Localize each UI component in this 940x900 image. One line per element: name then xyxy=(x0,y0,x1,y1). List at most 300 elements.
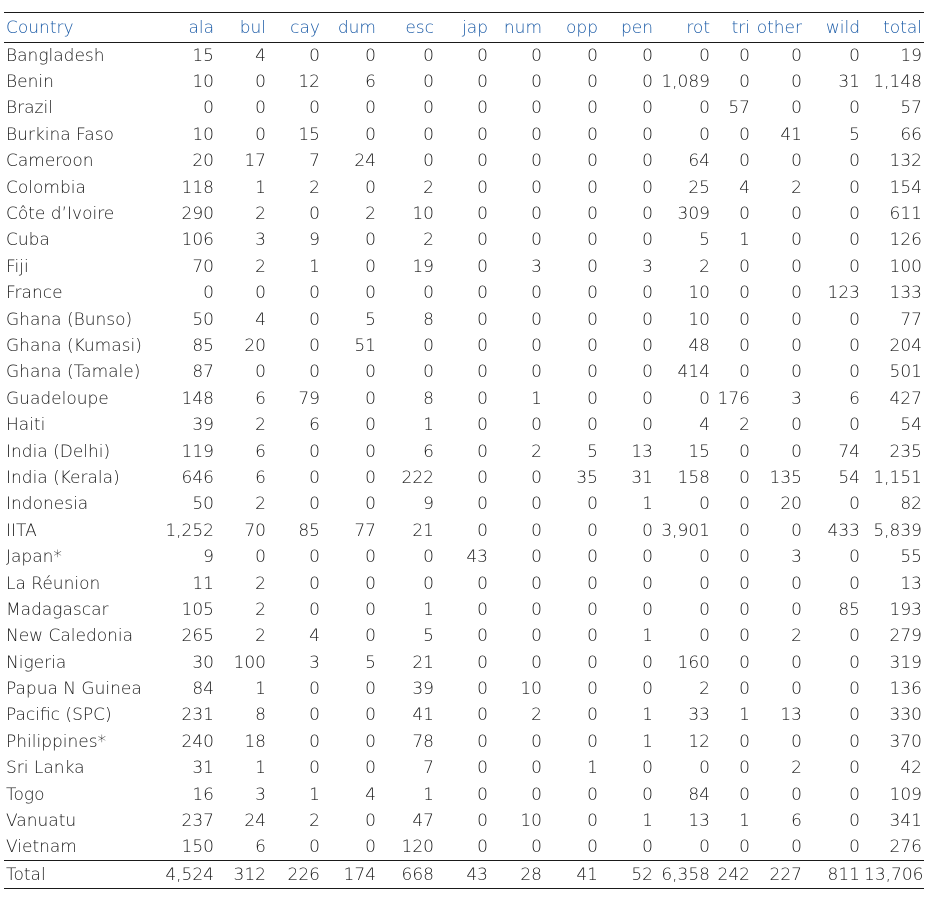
table-row xyxy=(4,280,924,306)
value-cell: 0 xyxy=(791,98,802,119)
value-cell: 319 xyxy=(889,652,922,673)
value-cell: 51 xyxy=(354,335,376,356)
value-cell: 0 xyxy=(309,309,320,330)
value-cell: 0 xyxy=(791,283,802,304)
value-cell: 0 xyxy=(477,811,488,832)
value-cell: 0 xyxy=(365,705,376,726)
value-cell: 0 xyxy=(423,124,434,145)
value-cell: 0 xyxy=(477,362,488,383)
value-cell: 0 xyxy=(849,362,860,383)
value-cell: 0 xyxy=(587,652,598,673)
value-cell: 64 xyxy=(688,151,710,172)
country-cell: Sri Lanka xyxy=(6,758,85,779)
country-cell: Pacific (SPC) xyxy=(6,705,112,726)
value-cell: 0 xyxy=(309,441,320,462)
value-cell: 0 xyxy=(423,72,434,93)
value-cell: 0 xyxy=(849,626,860,647)
value-cell: 0 xyxy=(477,573,488,594)
value-cell: 414 xyxy=(677,362,710,383)
value-cell: 1,089 xyxy=(661,72,710,93)
value-cell: 427 xyxy=(889,388,922,409)
value-cell: 19 xyxy=(900,45,922,66)
value-cell: 160 xyxy=(677,652,710,673)
value-cell: 0 xyxy=(739,309,750,330)
value-cell: 0 xyxy=(791,204,802,225)
value-cell: 0 xyxy=(531,151,542,172)
value-cell: 0 xyxy=(531,731,542,752)
value-cell: 158 xyxy=(677,467,710,488)
value-cell: 1 xyxy=(255,758,266,779)
value-cell: 0 xyxy=(849,151,860,172)
table-footer xyxy=(4,861,924,889)
value-cell: 0 xyxy=(849,811,860,832)
value-cell: 0 xyxy=(642,784,653,805)
value-cell: 136 xyxy=(889,679,922,700)
value-cell: 0 xyxy=(791,45,802,66)
value-cell: 0 xyxy=(642,204,653,225)
value-cell: 77 xyxy=(900,309,922,330)
value-cell: 50 xyxy=(192,494,214,515)
country-cell: Fiji xyxy=(6,256,29,277)
value-cell: 330 xyxy=(889,705,922,726)
value-cell: 0 xyxy=(309,362,320,383)
value-cell: 50 xyxy=(192,309,214,330)
value-cell: 0 xyxy=(587,599,598,620)
value-cell: 10 xyxy=(688,283,710,304)
total-cell: 174 xyxy=(343,864,376,885)
value-cell: 0 xyxy=(849,837,860,858)
value-cell: 10 xyxy=(520,679,542,700)
value-cell: 0 xyxy=(423,151,434,172)
table-header xyxy=(4,13,924,43)
table-body xyxy=(4,43,924,861)
value-cell: 10 xyxy=(520,811,542,832)
value-cell: 6 xyxy=(255,441,266,462)
country-cell: Brazil xyxy=(6,98,53,119)
value-cell: 0 xyxy=(791,441,802,462)
value-cell: 2 xyxy=(739,415,750,436)
value-cell: 13 xyxy=(780,705,802,726)
value-cell: 0 xyxy=(849,731,860,752)
value-cell: 15 xyxy=(688,441,710,462)
value-cell: 0 xyxy=(365,599,376,620)
value-cell: 5,839 xyxy=(873,520,922,541)
value-cell: 0 xyxy=(849,335,860,356)
value-cell: 1 xyxy=(642,626,653,647)
value-cell: 30 xyxy=(192,652,214,673)
country-cell: Benin xyxy=(6,72,54,93)
country-cell: Guadeloupe xyxy=(6,388,109,409)
value-cell: 0 xyxy=(255,547,266,568)
value-cell: 0 xyxy=(739,362,750,383)
value-cell: 54 xyxy=(900,415,922,436)
column-header: jap xyxy=(462,17,488,38)
value-cell: 0 xyxy=(791,731,802,752)
country-cell: Bangladesh xyxy=(6,45,105,66)
value-cell: 0 xyxy=(309,494,320,515)
value-cell: 109 xyxy=(889,784,922,805)
value-cell: 3,901 xyxy=(661,520,710,541)
value-cell: 0 xyxy=(365,494,376,515)
value-cell: 370 xyxy=(889,731,922,752)
value-cell: 0 xyxy=(477,837,488,858)
value-cell: 2 xyxy=(255,626,266,647)
value-cell: 0 xyxy=(587,45,598,66)
value-cell: 0 xyxy=(531,784,542,805)
total-cell: 811 xyxy=(827,864,860,885)
total-cell: 6,358 xyxy=(661,864,710,885)
value-cell: 0 xyxy=(531,599,542,620)
value-cell: 0 xyxy=(477,415,488,436)
value-cell: 1 xyxy=(255,177,266,198)
value-cell: 0 xyxy=(739,784,750,805)
value-cell: 0 xyxy=(587,494,598,515)
value-cell: 0 xyxy=(477,256,488,277)
value-cell: 0 xyxy=(365,547,376,568)
column-header: pen xyxy=(620,17,653,38)
table-row xyxy=(4,254,924,280)
table-row xyxy=(4,518,924,544)
value-cell: 4 xyxy=(699,415,710,436)
table-row xyxy=(4,43,924,69)
value-cell: 119 xyxy=(181,441,214,462)
value-cell: 126 xyxy=(889,230,922,251)
value-cell: 13 xyxy=(631,441,653,462)
value-cell: 0 xyxy=(477,494,488,515)
table-row xyxy=(4,386,924,412)
value-cell: 2 xyxy=(791,758,802,779)
value-cell: 265 xyxy=(181,626,214,647)
value-cell: 0 xyxy=(587,335,598,356)
value-cell: 0 xyxy=(699,573,710,594)
total-cell: 41 xyxy=(576,864,598,885)
value-cell: 8 xyxy=(255,705,266,726)
value-cell: 0 xyxy=(309,573,320,594)
value-cell: 0 xyxy=(587,811,598,832)
total-cell: 43 xyxy=(466,864,488,885)
value-cell: 0 xyxy=(423,573,434,594)
country-cell: Cuba xyxy=(6,230,50,251)
country-cell: Haiti xyxy=(6,415,46,436)
value-cell: 2 xyxy=(423,177,434,198)
value-cell: 2 xyxy=(309,811,320,832)
value-cell: 0 xyxy=(423,335,434,356)
value-cell: 0 xyxy=(531,362,542,383)
value-cell: 5 xyxy=(365,652,376,673)
value-cell: 4 xyxy=(255,309,266,330)
value-cell: 276 xyxy=(889,837,922,858)
value-cell: 120 xyxy=(401,837,434,858)
column-header: cay xyxy=(290,17,320,38)
table-row xyxy=(4,676,924,702)
value-cell: 0 xyxy=(423,45,434,66)
value-cell: 6 xyxy=(255,467,266,488)
table-row xyxy=(4,95,924,121)
value-cell: 150 xyxy=(181,837,214,858)
value-cell: 0 xyxy=(365,124,376,145)
table-row xyxy=(4,69,924,95)
value-cell: 0 xyxy=(309,731,320,752)
value-cell: 0 xyxy=(255,72,266,93)
value-cell: 0 xyxy=(309,679,320,700)
value-cell: 204 xyxy=(889,335,922,356)
data-table xyxy=(4,12,924,889)
value-cell: 0 xyxy=(642,599,653,620)
value-cell: 2 xyxy=(365,204,376,225)
value-cell: 0 xyxy=(587,230,598,251)
value-cell: 5 xyxy=(423,626,434,647)
value-cell: 6 xyxy=(423,441,434,462)
value-cell: 47 xyxy=(412,811,434,832)
value-cell: 19 xyxy=(412,256,434,277)
value-cell: 85 xyxy=(192,335,214,356)
value-cell: 0 xyxy=(849,204,860,225)
value-cell: 13 xyxy=(900,573,922,594)
value-cell: 31 xyxy=(192,758,214,779)
value-cell: 0 xyxy=(739,758,750,779)
value-cell: 12 xyxy=(298,72,320,93)
value-cell: 222 xyxy=(401,467,434,488)
value-cell: 87 xyxy=(192,362,214,383)
value-cell: 240 xyxy=(181,731,214,752)
value-cell: 85 xyxy=(838,599,860,620)
value-cell: 20 xyxy=(780,494,802,515)
value-cell: 0 xyxy=(477,283,488,304)
value-cell: 54 xyxy=(838,467,860,488)
value-cell: 0 xyxy=(699,124,710,145)
value-cell: 0 xyxy=(531,467,542,488)
value-cell: 0 xyxy=(642,72,653,93)
value-cell: 2 xyxy=(255,204,266,225)
value-cell: 10 xyxy=(412,204,434,225)
value-cell: 154 xyxy=(889,177,922,198)
value-cell: 2 xyxy=(255,256,266,277)
value-cell: 0 xyxy=(587,731,598,752)
value-cell: 10 xyxy=(192,72,214,93)
value-cell: 0 xyxy=(642,309,653,330)
value-cell: 0 xyxy=(642,758,653,779)
value-cell: 0 xyxy=(849,98,860,119)
table-row xyxy=(4,755,924,781)
value-cell: 0 xyxy=(477,151,488,172)
value-cell: 0 xyxy=(309,45,320,66)
value-cell: 2 xyxy=(255,494,266,515)
value-cell: 0 xyxy=(365,467,376,488)
value-cell: 39 xyxy=(192,415,214,436)
value-cell: 0 xyxy=(365,811,376,832)
value-cell: 0 xyxy=(365,45,376,66)
value-cell: 0 xyxy=(365,98,376,119)
total-cell: 242 xyxy=(717,864,750,885)
value-cell: 0 xyxy=(309,547,320,568)
value-cell: 0 xyxy=(531,573,542,594)
value-cell: 646 xyxy=(181,467,214,488)
value-cell: 57 xyxy=(900,98,922,119)
country-cell: Papua N Guinea xyxy=(6,679,142,700)
value-cell: 3 xyxy=(791,388,802,409)
value-cell: 0 xyxy=(309,705,320,726)
value-cell: 0 xyxy=(587,309,598,330)
value-cell: 0 xyxy=(587,256,598,277)
value-cell: 0 xyxy=(849,547,860,568)
value-cell: 2 xyxy=(423,230,434,251)
value-cell: 0 xyxy=(477,309,488,330)
value-cell: 0 xyxy=(642,98,653,119)
total-cell: 13,706 xyxy=(864,864,924,885)
value-cell: 0 xyxy=(739,652,750,673)
value-cell: 11 xyxy=(192,573,214,594)
value-cell: 1 xyxy=(739,811,750,832)
value-cell: 0 xyxy=(531,758,542,779)
value-cell: 0 xyxy=(365,177,376,198)
value-cell: 0 xyxy=(739,679,750,700)
value-cell: 0 xyxy=(365,230,376,251)
column-header: tri xyxy=(731,17,750,38)
value-cell: 16 xyxy=(192,784,214,805)
value-cell: 48 xyxy=(688,335,710,356)
column-header: total xyxy=(883,17,922,38)
value-cell: 135 xyxy=(769,467,802,488)
value-cell: 0 xyxy=(365,256,376,277)
value-cell: 0 xyxy=(739,45,750,66)
value-cell: 0 xyxy=(587,705,598,726)
value-cell: 0 xyxy=(739,204,750,225)
value-cell: 0 xyxy=(531,335,542,356)
value-cell: 7 xyxy=(423,758,434,779)
country-cell: Côte d’Ivoire xyxy=(6,204,115,225)
value-cell: 0 xyxy=(365,441,376,462)
value-cell: 41 xyxy=(780,124,802,145)
table-row xyxy=(4,174,924,200)
value-cell: 10 xyxy=(688,309,710,330)
value-cell: 0 xyxy=(531,230,542,251)
value-cell: 70 xyxy=(244,520,266,541)
value-cell: 148 xyxy=(181,388,214,409)
value-cell: 0 xyxy=(365,837,376,858)
value-cell: 0 xyxy=(739,283,750,304)
value-cell: 235 xyxy=(889,441,922,462)
value-cell: 39 xyxy=(412,679,434,700)
column-header: dum xyxy=(337,17,376,38)
value-cell: 84 xyxy=(688,784,710,805)
value-cell: 1,151 xyxy=(873,467,922,488)
country-cell: Togo xyxy=(6,784,45,805)
value-cell: 0 xyxy=(587,72,598,93)
value-cell: 4 xyxy=(309,626,320,647)
value-cell: 1 xyxy=(423,415,434,436)
value-cell: 0 xyxy=(739,467,750,488)
value-cell: 0 xyxy=(642,415,653,436)
value-cell: 0 xyxy=(739,573,750,594)
value-cell: 0 xyxy=(477,45,488,66)
country-cell: Cameroon xyxy=(6,151,94,172)
value-cell: 0 xyxy=(309,758,320,779)
value-cell: 0 xyxy=(531,837,542,858)
value-cell: 12 xyxy=(688,731,710,752)
column-header: opp xyxy=(566,17,598,38)
value-cell: 0 xyxy=(587,837,598,858)
value-cell: 0 xyxy=(699,599,710,620)
value-cell: 0 xyxy=(849,415,860,436)
value-cell: 133 xyxy=(889,283,922,304)
value-cell: 0 xyxy=(477,599,488,620)
total-label: Total xyxy=(6,864,46,885)
table-row xyxy=(4,834,924,860)
value-cell: 0 xyxy=(849,177,860,198)
value-cell: 3 xyxy=(642,256,653,277)
value-cell: 0 xyxy=(477,98,488,119)
value-cell: 0 xyxy=(477,731,488,752)
value-cell: 0 xyxy=(365,283,376,304)
value-cell: 78 xyxy=(412,731,434,752)
table-row xyxy=(4,412,924,438)
value-cell: 0 xyxy=(642,652,653,673)
value-cell: 25 xyxy=(688,177,710,198)
value-cell: 0 xyxy=(791,230,802,251)
value-cell: 176 xyxy=(717,388,750,409)
value-cell: 4 xyxy=(739,177,750,198)
value-cell: 0 xyxy=(849,573,860,594)
value-cell: 70 xyxy=(192,256,214,277)
country-cell: India (Delhi) xyxy=(6,441,111,462)
value-cell: 2 xyxy=(699,256,710,277)
value-cell: 0 xyxy=(739,731,750,752)
value-cell: 1,252 xyxy=(165,520,214,541)
value-cell: 2 xyxy=(255,573,266,594)
value-cell: 290 xyxy=(181,204,214,225)
value-cell: 0 xyxy=(791,784,802,805)
value-cell: 31 xyxy=(631,467,653,488)
value-cell: 0 xyxy=(791,72,802,93)
total-cell: 4,524 xyxy=(165,864,214,885)
value-cell: 1 xyxy=(423,784,434,805)
value-cell: 1 xyxy=(255,679,266,700)
value-cell: 0 xyxy=(423,362,434,383)
value-cell: 0 xyxy=(739,520,750,541)
value-cell: 21 xyxy=(412,652,434,673)
value-cell: 5 xyxy=(587,441,598,462)
value-cell: 2 xyxy=(791,626,802,647)
value-cell: 0 xyxy=(642,177,653,198)
total-cell: 312 xyxy=(233,864,266,885)
country-cell: Madagascar xyxy=(6,599,109,620)
value-cell: 0 xyxy=(791,837,802,858)
value-cell: 0 xyxy=(255,98,266,119)
value-cell: 2 xyxy=(699,679,710,700)
value-cell: 0 xyxy=(309,204,320,225)
value-cell: 0 xyxy=(739,837,750,858)
value-cell: 2 xyxy=(255,415,266,436)
country-cell: Philippines* xyxy=(6,731,107,752)
table-row xyxy=(4,333,924,359)
table-row xyxy=(4,623,924,649)
table-row xyxy=(4,438,924,464)
table-row xyxy=(4,227,924,253)
value-cell: 0 xyxy=(739,335,750,356)
value-cell: 0 xyxy=(849,230,860,251)
value-cell: 0 xyxy=(739,626,750,647)
value-cell: 0 xyxy=(477,784,488,805)
value-cell: 0 xyxy=(791,652,802,673)
value-cell: 5 xyxy=(365,309,376,330)
value-cell: 193 xyxy=(889,599,922,620)
country-cell: IITA xyxy=(6,520,37,541)
value-cell: 0 xyxy=(587,388,598,409)
value-cell: 41 xyxy=(412,705,434,726)
value-cell: 0 xyxy=(531,520,542,541)
value-cell: 123 xyxy=(827,283,860,304)
value-cell: 0 xyxy=(531,204,542,225)
